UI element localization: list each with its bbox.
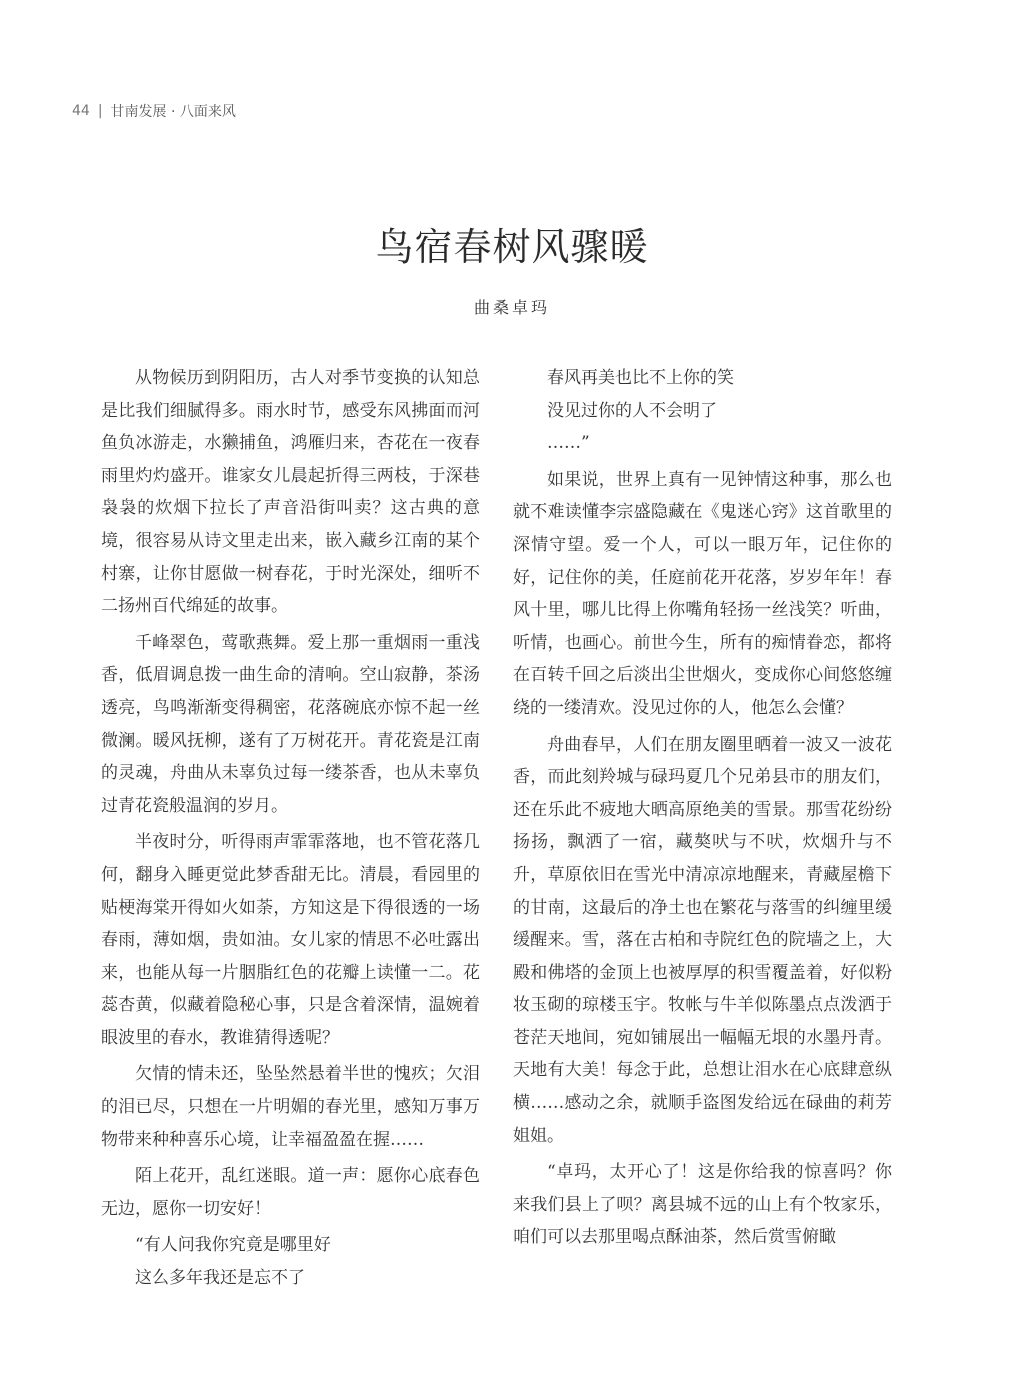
paragraph: 半夜时分，听得雨声霏霏落地，也不管花落几何，翻身入睡更觉此梦香甜无比。清晨，看园里的贴梗海棠开得如火如荼，方知这是下得很透的一场春雨，薄如烟，贵如油。女儿家的情思不必吐露出来，也能从每一片胭脂红色的花瓣上读懂一二。花蕊杏黄，似藏着隐秘心事，只是含着深情，温婉着眼波里的春水，教谁猜得透呢？ <box>101 832 480 1048</box>
running-header <box>72 101 236 121</box>
paragraph: 从物候历到阴阳历，古人对季节变换的认知总是比我们细腻得多。雨水时节，感受东风拂面而河鱼负冰游走，水獭捕鱼，鸿雁归来，杏花在一夜春雨里灼灼盛开。谁家女儿晨起折得三两枝，于深巷袅袅的炊烟下拉长了声音沿街叫卖？这古典的意境，很容易从诗文里走出来，嵌入藏乡江南的某个村寨，让你甘愿做一树春花，于时光深处，细听不二扬州百代绵延的故事。 <box>101 368 480 617</box>
header-divider: | <box>97 103 103 119</box>
section-name: 甘南发展 · 八面来风 <box>110 104 236 120</box>
left-column <box>101 362 480 1295</box>
article-title: 鸟宿春树风骤暖 <box>375 225 649 269</box>
paragraph: 千峰翠色，莺歌燕舞。爱上那一重烟雨一重浅香，低眉调息拨一曲生命的清响。空山寂静，茶汤透亮，鸟鸣渐渐变得稠密，花落碗底亦惊不起一丝微澜。暖风抚柳，遂有了万树花开。青花瓷是江南的灵魂，舟曲从未辜负过每一缕茶香，也从未辜负过青花瓷般温润的岁月。 <box>101 632 480 816</box>
lyric-line: “有人问我你究竟是哪里好 <box>135 1235 331 1256</box>
paragraph: 陌上花开，乱红迷眼。道一声：愿你心底春色无边，愿你一切安好！ <box>101 1166 480 1219</box>
lyric-line: 这么多年我还是忘不了 <box>135 1268 305 1289</box>
paragraph: 如果说，世界上真有一见钟情这种事，那么也就不难读懂李宗盛隐藏在《鬼迷心窍》这首歌里的深情守望。爱一个人，可以一眼万年，记住你的好，记住你的美，任庭前花开花落，岁岁年年！春风十里，哪儿比得上你嘴角轻扬一丝浅笑？听曲，听情，也画心。前世今生，所有的痴情眷恋，都将在百转千回之后淡出尘世烟火，变成你心间悠悠缠绕的一缕清欢。没见过你的人，他怎么会懂？ <box>513 469 892 718</box>
page-number: 44 <box>72 103 90 119</box>
paragraph: 舟曲春早，人们在朋友圈里晒着一波又一波花香，而此刻羚城与碌玛夏几个兄弟县市的朋友们，还在乐此不疲地大晒高原绝美的雪景。那雪花纷纷扬扬，飘洒了一宿，藏獒吠与不吠，炊烟升与不升，草原依旧在雪光中清凉凉地醒来，青藏屋檐下的甘南，这最后的净土也在繁花与落雪的纠缠里缓缓醒来。雪，落在古柏和寺院红色的院墙之上，大殿和佛塔的金顶上也被厚厚的积雪覆盖着，好似粉妆玉砌的琼楼玉宇。牧帐与牛羊似陈墨点点泼洒于苍茫天地间，宛如铺展出一幅幅无垠的水墨丹青。天地有大美！每念于此，总想让泪水在心底肆意纵横……感动之余，就顺手盗图发给远在碌曲的莉芳姐姐。 <box>513 734 892 1146</box>
paragraph: “卓玛，太开心了！这是你给我的惊喜吗？你来我们县上了呗？离县城不远的山上有个牧家乐，咱们可以去那里喝点酥油茶，然后赏雪俯瞰 <box>513 1162 892 1248</box>
article-author: 曲桑卓玛 <box>473 298 550 317</box>
lyric-line: 春风再美也比不上你的笑 <box>547 368 734 388</box>
lyric-line: ……” <box>547 433 590 454</box>
right-column <box>513 362 892 1258</box>
lyric-line: 没见过你的人不会明了 <box>547 400 717 421</box>
paragraph: 欠情的情未还，坠坠然悬着半世的愧疚；欠泪的泪已尽，只想在一片明媚的春光里，感知万事万物带来种种喜乐心境，让幸福盈盈在握…… <box>101 1064 480 1150</box>
